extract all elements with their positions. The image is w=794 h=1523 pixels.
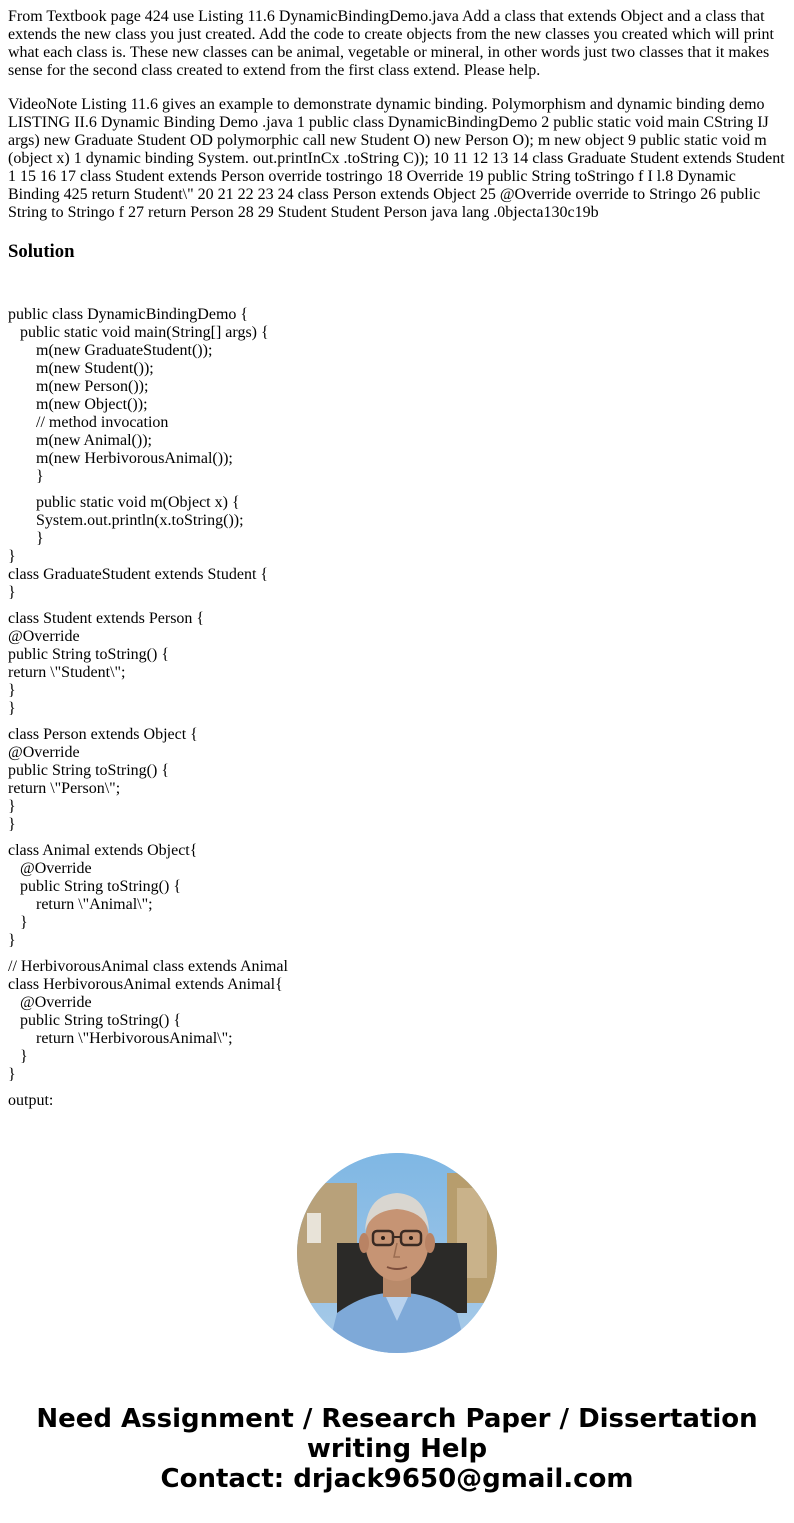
code-line: // method invocation: [8, 414, 169, 431]
code-line: }: [8, 584, 16, 601]
code-line: return \"Animal\";: [8, 896, 153, 913]
code-line: }: [8, 682, 16, 699]
code-line: @Override: [8, 628, 80, 645]
code-line: m(new Object());: [8, 396, 148, 413]
code-line: }: [8, 1048, 28, 1065]
code-line: m(new GraduateStudent());: [8, 342, 213, 359]
code-line: [8, 1084, 786, 1092]
code-line: m(new Student());: [8, 360, 154, 377]
author-avatar: [297, 1153, 497, 1353]
code-line: }: [8, 798, 16, 815]
code-line: return \"HerbivorousAnimal\";: [8, 1030, 233, 1047]
code-line: }: [8, 548, 16, 565]
code-line: @Override: [8, 860, 92, 877]
code-line: public String toString() {: [8, 1012, 182, 1029]
code-line: }: [8, 914, 28, 931]
promo-line-2: writing Help: [306, 1434, 488, 1464]
code-line: m(new HerbivorousAnimal());: [8, 450, 233, 467]
code-line: m(new Animal());: [8, 432, 152, 449]
code-line: [8, 834, 786, 842]
code-line: }: [8, 468, 44, 485]
code-line: public String toString() {: [8, 646, 170, 663]
code-line: @Override: [8, 744, 80, 761]
solution-heading: Solution: [8, 241, 75, 262]
code-line: }: [8, 932, 16, 949]
code-line: }: [8, 530, 44, 547]
code-line: public String toString() {: [8, 878, 182, 895]
code-line: [8, 298, 786, 306]
question-paragraph-1: From Textbook page 424 use Listing 11.6 DynamicBindingDemo.java Add a class that extends Object and a class that extends the new class you just created. Add the code to create objects from the new classes you created which will print what each class is. These new classes can be animal, vegetable or mineral, in other words just two classes that it makes sense for the second class created to extend from the first class extend. Please help.: [8, 8, 774, 79]
code-line: [8, 718, 786, 726]
code-line: }: [8, 816, 16, 833]
code-line: class Animal extends Object{: [8, 842, 198, 859]
code-line: class GraduateStudent extends Student {: [8, 566, 269, 583]
code-line: class Person extends Object {: [8, 726, 198, 743]
code-line: output:: [8, 1092, 54, 1109]
code-line: class HerbivorousAnimal extends Animal{: [8, 976, 283, 993]
code-line: [8, 950, 786, 958]
code-line: class Student extends Person {: [8, 610, 205, 627]
promo-line-1: Need Assignment / Research Paper / Dissertation: [36, 1404, 758, 1434]
solution-code-block: [8, 298, 786, 1122]
code-line: [8, 602, 786, 610]
author-portrait-image: [297, 1153, 497, 1353]
promo-footer: [0, 1404, 794, 1494]
code-line: return \"Person\";: [8, 780, 121, 797]
code-line: }: [8, 700, 16, 717]
code-line: [8, 486, 786, 494]
code-line: m(new Person());: [8, 378, 149, 395]
code-line: }: [8, 1066, 16, 1083]
code-line: @Override: [8, 994, 92, 1011]
code-line: public class DynamicBindingDemo {: [8, 306, 249, 323]
code-line: return \"Student\";: [8, 664, 126, 681]
document-content: [8, 0, 786, 1109]
code-line: System.out.println(x.toString());: [8, 512, 244, 529]
code-line: // HerbivorousAnimal class extends Animal: [8, 958, 288, 975]
code-line: public static void main(String[] args) {: [8, 324, 269, 341]
question-paragraph-2: VideoNote Listing 11.6 gives an example to demonstrate dynamic binding. Polymorphism and dynamic binding demo LISTING II.6 Dynamic Binding Demo .java 1 public class DynamicBindingDemo 2 public static void main CString IJ args) new Graduate Student OD polymorphic call new Student O) new Person O); m new object 9 public static void m (object x) 1 dynamic binding System. out.printInCx .toString C)); 10 11 12 13 14 class Graduate Student extends Student 1 15 16 17 class Student extends Person override tostringo 18 Override 19 public String toStringo f I l.8 Dynamic Binding 425 return Student\" 20 21 22 23 24 class Person extends Object 25 @Override override to Stringo 26 public String to Stringo f 27 return Person 28 29 Student Student Person java lang .0bjecta130c19b: [8, 96, 785, 221]
code-line: public String toString() {: [8, 762, 170, 779]
code-line: public static void m(Object x) {: [8, 494, 240, 511]
promo-contact-line: Contact: drjack9650@gmail.com: [160, 1464, 634, 1494]
